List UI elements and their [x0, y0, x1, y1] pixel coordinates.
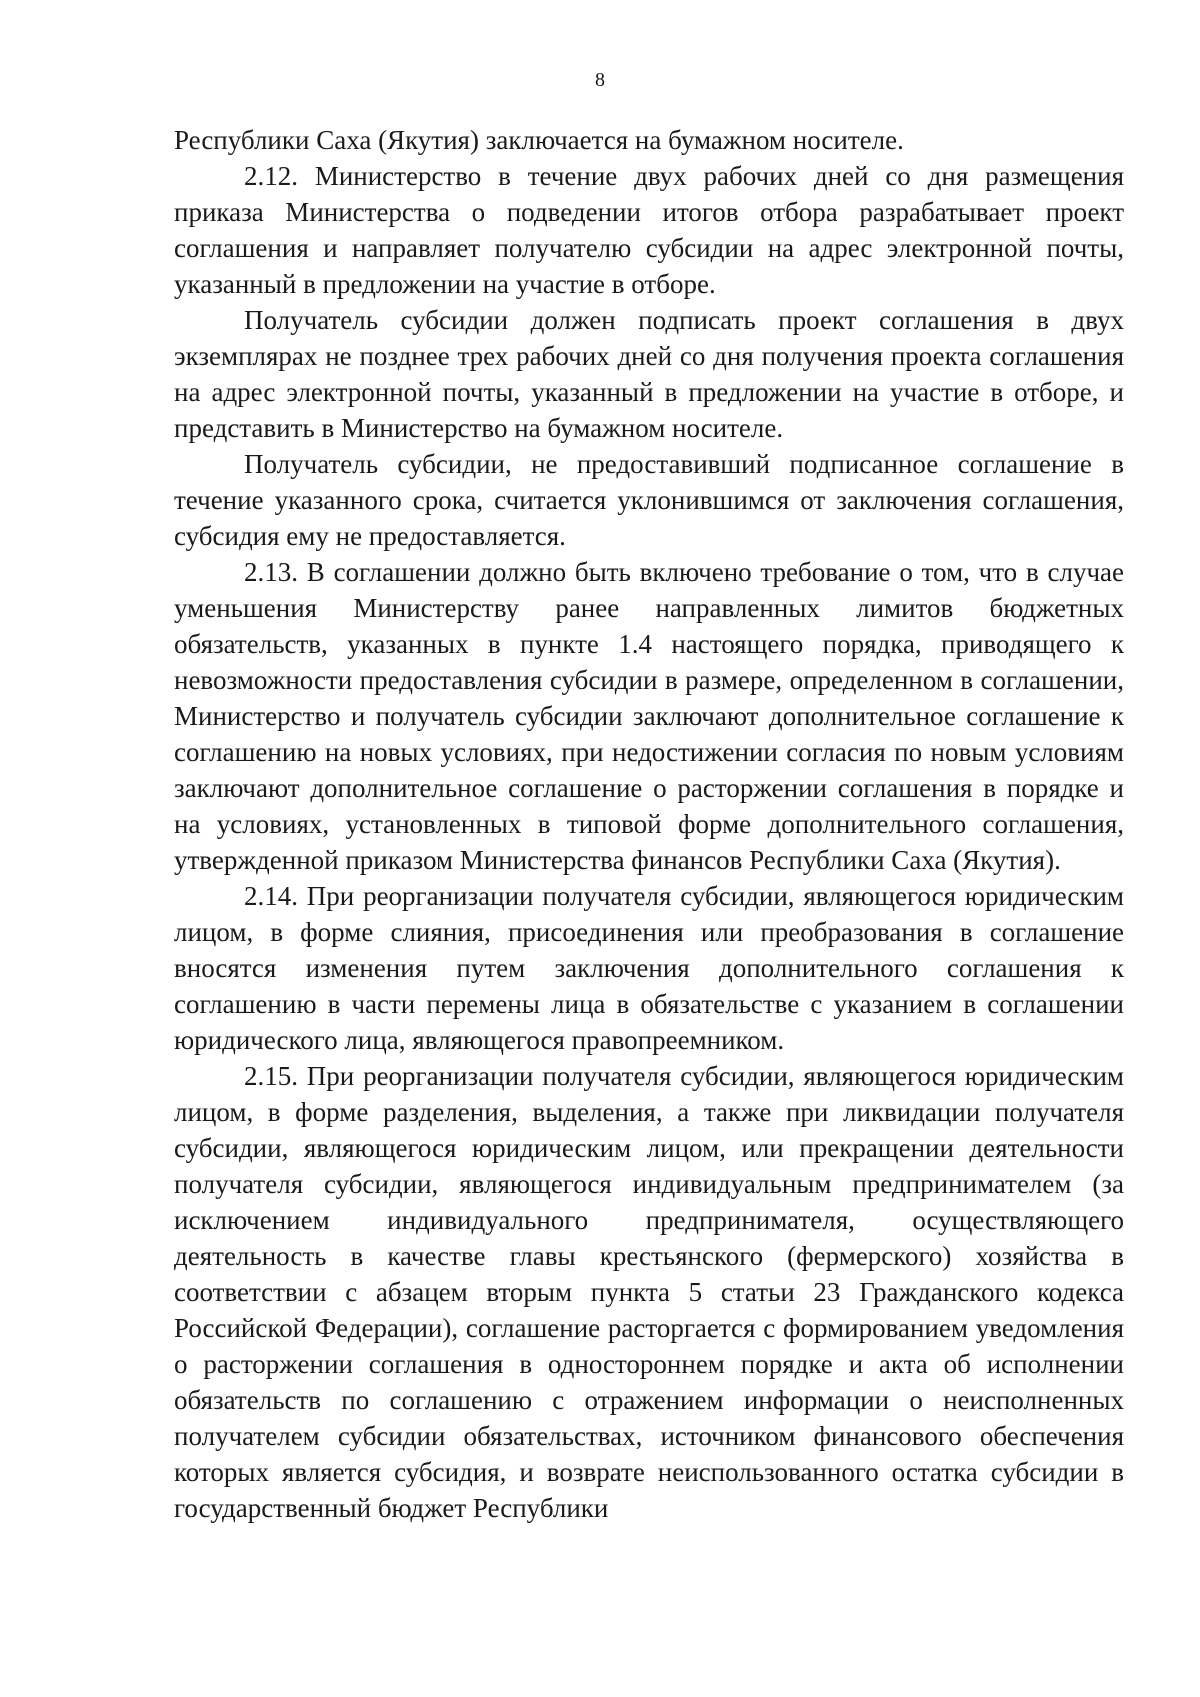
paragraph-2-14: 2.14. При реорганизации получателя субсидии, являющегося юридическим лицом, в форме слияния, присоединения или преобразования в соглашение вносятся изменения путем заключения дополнительного соглашения к соглашению в части перемены лица в обязательстве с указанием в соглашении юридического лица, являющегося правопреемником. — [174, 881, 1124, 1055]
paragraph-signing: Получатель субсидии должен подписать проект соглашения в двух экземплярах не позднее трех рабочих дней со дня получения проекта соглашения на адрес электронной почты, указанный в предложении на участие в отборе, и представить в Министерство на бумажном носителе. — [174, 305, 1124, 443]
paragraph-2-15: 2.15. При реорганизации получателя субсидии, являющегося юридическим лицом, в форме разделения, выделения, а также при ликвидации получателя субсидии, являющегося юридическим лицом, или прекращении деятельности получателя субсидии, являющегося индивидуальным предпринимателем (за исключением индивидуального предпринимателя, осуществляющего деятельность в качестве главы крестьянского (фермерского) хозяйства в соответствии с абзацем вторым пункта 5 статьи 23 Гражданского кодекса Российской Федерации), соглашение расторгается с формированием уведомления о расторжении соглашения в одностороннем порядке и акта об исполнении обязательств по соглашению с отражением информации о неисполненных получателем субсидии обязательствах, источником финансового обеспечения которых является субсидия, и возврате неиспользованного остатка субсидии в государственный бюджет Республики — [174, 1061, 1124, 1523]
paragraph-2-12: 2.12. Министерство в течение двух рабочих дней со дня размещения приказа Министерства о подведении итогов отбора разрабатывает проект соглашения и направляет получателю субсидии на адрес электронной почты, указанный в предложении на участие в отборе. — [174, 161, 1124, 299]
paragraph-continuation: Республики Саха (Якутия) заключается на бумажном носителе. — [174, 125, 904, 155]
paragraph-evasion: Получатель субсидии, не предоставивший подписанное соглашение в течение указанного срока, считается уклонившимся от заключения соглашения, субсидия ему не предоставляется. — [174, 449, 1124, 551]
paragraph-2-13: 2.13. В соглашении должно быть включено требование о том, что в случае уменьшения Министерству ранее направленных лимитов бюджетных обязательств, указанных в пункте 1.4 настоящего порядка, приводящего к невозможности предоставления субсидии в размере, определенном в соглашении, Министерство и получатель субсидии заключают дополнительное соглашение к соглашению на новых условиях, при недостижении согласия по новым условиям заключают дополнительное соглашение о расторжении соглашения в порядке и на условиях, установленных в типовой форме дополнительного соглашения, утвержденной приказом Министерства финансов Республики Саха (Якутия). — [174, 557, 1124, 875]
page-number: 8 — [595, 69, 605, 91]
document-body — [174, 122, 1124, 1526]
